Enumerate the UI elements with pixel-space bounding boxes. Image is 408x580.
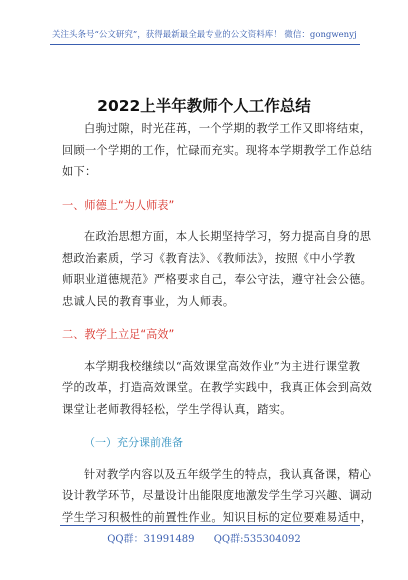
intro-paragraph [62, 118, 373, 183]
text-line: 针对教学内容以及五年级学生的特点，我认真备课，精心 [84, 467, 372, 481]
text-line: 想政治素质，学习《教育法》、《教师法》，按照《中小学教 [62, 251, 356, 265]
text-line: 学的改革，打造高效课堂。在教学实践中，我真正体会到高效 [62, 381, 373, 394]
footer-qq-group-1: QQ群：31991489 [107, 534, 195, 545]
footer [0, 530, 408, 545]
header-note: 关注头条号“公文研究”，获得最新最全最专业的公文资料库！ 微信：gongwenyj [52, 30, 357, 40]
text-line: 本学期我校继续以“高效课堂高效作业”为主进行课堂教 [84, 359, 361, 373]
section-heading-2: 二、教学上立足“高效” [62, 328, 175, 341]
text-line: 在政治思想方面，本人长期坚持学习，努力提高自身的思 [84, 230, 372, 243]
subsection1-paragraph [62, 464, 373, 529]
text-line: 设计教学环节，尽量设计出能限度地激发学生学习兴趣、调动 [62, 489, 373, 502]
text-line: 回顾一个学期的工作，忙碌而充实。现将本学期教学工作总结 [62, 143, 373, 157]
document-body [62, 118, 373, 528]
section1-paragraph [62, 226, 373, 312]
footer-divider [60, 525, 360, 526]
subsection-heading-1: （一）充分课前准备 [84, 436, 183, 449]
header-divider [50, 44, 360, 45]
text-line: 师职业道德规范》严格要求自己，奉公守法，遵守社会公德。 [62, 273, 373, 286]
text-line: 学生学习积极性的前置性作业。知识目标的定位要难易适中， [62, 510, 373, 524]
footer-qq-group-2: QQ群:535304092 [213, 534, 301, 545]
text-line: 忠诚人民的教育事业，为人师表。 [62, 294, 235, 308]
text-line: 课堂让老师教得轻松，学生学得认真，踏实。 [62, 402, 292, 416]
section2-paragraph [62, 356, 373, 421]
section-heading-1: 一、师德上“为人师表” [62, 198, 175, 212]
document-title: 2022上半年教师个人工作总结 [97, 97, 311, 115]
text-line: 白驹过隙，时光荏苒，一个学期的教学工作又即将结束， [84, 122, 372, 135]
text-line: 如下： [62, 165, 97, 178]
